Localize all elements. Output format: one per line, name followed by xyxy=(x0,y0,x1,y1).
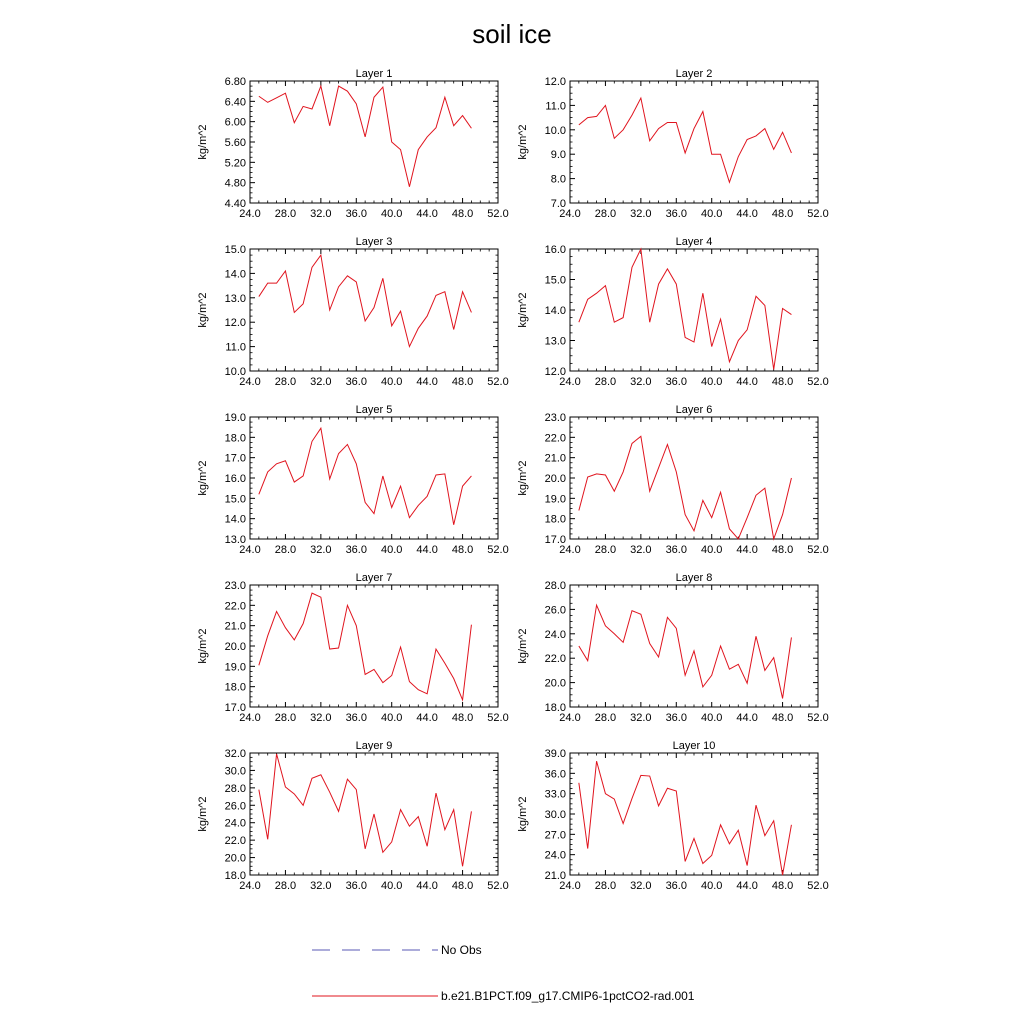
y-tick-label: 19.0 xyxy=(544,493,566,506)
y-tick-label: 12.0 xyxy=(224,317,246,330)
y-tick-label: 4.40 xyxy=(224,198,246,210)
x-tick-label: 52.0 xyxy=(487,880,509,892)
x-tick-label: 24.0 xyxy=(559,208,581,220)
y-tick-label: 36.0 xyxy=(544,768,566,781)
x-tick-label: 40.0 xyxy=(701,376,723,388)
plot-frame xyxy=(570,249,818,371)
y-tick-label: 32.0 xyxy=(224,748,246,760)
panel-layer-7 xyxy=(197,572,509,724)
x-tick-label: 52.0 xyxy=(807,208,829,220)
panel-title: Layer 1 xyxy=(355,68,393,80)
y-tick-label: 9.0 xyxy=(550,149,566,162)
y-tick-label: 13.0 xyxy=(544,335,566,348)
legend-label-model-run: b.e21.B1PCT.f09_g17.CMIP6-1pctCO2-rad.001 xyxy=(441,989,695,1003)
x-tick-label: 32.0 xyxy=(630,376,652,388)
x-tick-label: 40.0 xyxy=(701,880,723,892)
y-tick-label: 6.00 xyxy=(224,116,246,129)
panel-title: Layer 3 xyxy=(355,236,393,248)
legend-item-model-run xyxy=(312,989,695,1003)
y-tick-label: 20.0 xyxy=(544,473,566,485)
y-tick-label: 15.0 xyxy=(224,244,246,256)
x-tick-label: 24.0 xyxy=(239,208,261,220)
y-axis-label: kg/m^2 xyxy=(517,628,529,664)
panel-title: Layer 10 xyxy=(672,740,716,752)
legend-item-no-obs xyxy=(312,943,482,957)
x-tick-label: 44.0 xyxy=(416,544,438,556)
y-tick-label: 23.0 xyxy=(224,580,246,592)
x-tick-label: 24.0 xyxy=(239,544,261,556)
y-tick-label: 14.0 xyxy=(224,513,246,526)
y-tick-label: 11.0 xyxy=(225,341,246,354)
y-tick-label: 30.0 xyxy=(224,765,246,778)
series-line-layer-7 xyxy=(259,593,472,700)
panel-title: Layer 8 xyxy=(675,572,713,584)
series-line-layer-10 xyxy=(579,761,792,875)
x-tick-label: 48.0 xyxy=(451,208,474,220)
x-tick-label: 28.0 xyxy=(594,376,617,388)
x-tick-label: 40.0 xyxy=(701,544,723,556)
y-tick-label: 6.80 xyxy=(224,76,246,88)
panel-title: Layer 2 xyxy=(675,68,713,80)
y-tick-label: 21.0 xyxy=(544,452,566,465)
y-tick-label: 18.0 xyxy=(544,513,566,526)
x-tick-label: 36.0 xyxy=(345,544,367,556)
x-tick-label: 32.0 xyxy=(310,376,332,388)
x-tick-label: 28.0 xyxy=(274,376,297,388)
figure-title: soil ice xyxy=(472,19,552,49)
y-tick-label: 17.0 xyxy=(224,702,246,714)
y-axis-label: kg/m^2 xyxy=(197,292,209,328)
x-tick-label: 48.0 xyxy=(771,544,794,556)
y-tick-label: 16.0 xyxy=(224,473,246,485)
x-tick-label: 40.0 xyxy=(381,208,403,220)
y-tick-label: 30.0 xyxy=(544,809,566,821)
y-tick-label: 23.0 xyxy=(544,412,566,424)
x-tick-label: 44.0 xyxy=(736,712,758,724)
plot-frame xyxy=(570,81,818,203)
series-line-layer-4 xyxy=(579,249,792,369)
y-tick-label: 8.0 xyxy=(550,173,566,186)
x-tick-label: 36.0 xyxy=(665,208,687,220)
y-axis-label: kg/m^2 xyxy=(197,124,209,160)
x-tick-label: 44.0 xyxy=(416,880,438,892)
x-tick-label: 40.0 xyxy=(381,544,403,556)
plot-frame xyxy=(250,585,498,707)
x-tick-label: 36.0 xyxy=(665,544,687,556)
x-tick-label: 48.0 xyxy=(771,712,794,724)
y-tick-label: 22.0 xyxy=(544,432,566,445)
x-tick-label: 52.0 xyxy=(487,712,509,724)
x-tick-label: 44.0 xyxy=(736,880,758,892)
legend-label-no-obs: No Obs xyxy=(441,943,482,957)
panel-layer-4 xyxy=(517,236,829,388)
x-tick-label: 32.0 xyxy=(630,544,652,556)
y-axis-label: kg/m^2 xyxy=(517,124,529,160)
x-tick-label: 32.0 xyxy=(630,208,652,220)
x-tick-label: 48.0 xyxy=(771,208,794,220)
panel-layer-9 xyxy=(197,740,509,892)
x-tick-label: 32.0 xyxy=(310,880,332,892)
x-tick-label: 44.0 xyxy=(736,376,758,388)
y-tick-label: 22.0 xyxy=(544,653,566,666)
plot-frame xyxy=(570,753,818,875)
x-tick-label: 52.0 xyxy=(487,544,509,556)
y-tick-label: 21.0 xyxy=(224,620,246,633)
x-tick-label: 36.0 xyxy=(345,880,367,892)
x-tick-label: 44.0 xyxy=(736,208,758,220)
y-axis-label: kg/m^2 xyxy=(517,796,529,832)
x-tick-label: 36.0 xyxy=(345,712,367,724)
y-tick-label: 17.0 xyxy=(544,534,566,546)
y-tick-label: 21.0 xyxy=(544,870,566,882)
panel-layer-8 xyxy=(517,572,829,724)
x-tick-label: 28.0 xyxy=(594,712,617,724)
y-tick-label: 5.20 xyxy=(224,157,246,170)
y-axis-label: kg/m^2 xyxy=(197,460,209,496)
x-tick-label: 48.0 xyxy=(451,376,474,388)
panel-layer-1 xyxy=(197,68,509,220)
x-tick-label: 52.0 xyxy=(807,376,829,388)
x-tick-label: 28.0 xyxy=(274,712,297,724)
x-tick-label: 32.0 xyxy=(310,208,332,220)
x-tick-label: 40.0 xyxy=(701,208,723,220)
y-tick-label: 22.0 xyxy=(224,600,246,613)
x-tick-label: 48.0 xyxy=(771,376,794,388)
y-tick-label: 11.0 xyxy=(545,100,566,113)
x-tick-label: 28.0 xyxy=(594,208,617,220)
x-tick-label: 52.0 xyxy=(487,376,509,388)
x-tick-label: 28.0 xyxy=(274,208,297,220)
x-tick-label: 48.0 xyxy=(771,880,794,892)
y-tick-label: 17.0 xyxy=(224,452,246,465)
x-tick-label: 48.0 xyxy=(451,712,474,724)
y-tick-label: 13.0 xyxy=(224,534,246,546)
x-tick-label: 44.0 xyxy=(416,208,438,220)
x-tick-label: 24.0 xyxy=(559,712,581,724)
y-tick-label: 20.0 xyxy=(224,852,246,865)
panels-group xyxy=(197,68,829,892)
y-axis-label: kg/m^2 xyxy=(517,460,529,496)
x-tick-label: 24.0 xyxy=(239,880,261,892)
x-tick-label: 32.0 xyxy=(630,880,652,892)
y-tick-label: 26.0 xyxy=(224,800,246,813)
series-line-layer-3 xyxy=(259,255,472,347)
y-tick-label: 13.0 xyxy=(224,292,246,305)
panel-title: Layer 5 xyxy=(355,404,393,416)
panel-title: Layer 9 xyxy=(355,740,393,752)
y-tick-label: 18.0 xyxy=(544,702,566,714)
panel-layer-3 xyxy=(197,236,509,388)
y-tick-label: 18.0 xyxy=(224,681,246,694)
x-tick-label: 24.0 xyxy=(559,880,581,892)
y-tick-label: 28.0 xyxy=(544,580,566,592)
series-line-layer-9 xyxy=(259,754,472,866)
y-tick-label: 39.0 xyxy=(544,748,566,760)
y-tick-label: 5.60 xyxy=(224,137,246,149)
x-tick-label: 28.0 xyxy=(594,544,617,556)
y-axis-label: kg/m^2 xyxy=(197,628,209,664)
series-line-layer-1 xyxy=(259,86,472,187)
y-tick-label: 20.0 xyxy=(544,677,566,690)
y-tick-label: 24.0 xyxy=(544,849,566,862)
panel-layer-2 xyxy=(517,68,829,220)
x-tick-label: 32.0 xyxy=(630,712,652,724)
x-tick-label: 36.0 xyxy=(665,712,687,724)
series-line-layer-6 xyxy=(579,436,792,539)
y-tick-label: 22.0 xyxy=(224,835,246,848)
y-tick-label: 19.0 xyxy=(224,661,246,674)
y-tick-label: 18.0 xyxy=(224,432,246,445)
x-tick-label: 52.0 xyxy=(807,712,829,724)
x-tick-label: 36.0 xyxy=(665,880,687,892)
x-tick-label: 44.0 xyxy=(416,712,438,724)
x-tick-label: 40.0 xyxy=(381,880,403,892)
y-axis-label: kg/m^2 xyxy=(197,796,209,832)
x-tick-label: 52.0 xyxy=(807,880,829,892)
x-tick-label: 24.0 xyxy=(239,712,261,724)
panel-layer-10 xyxy=(517,740,829,892)
x-tick-label: 24.0 xyxy=(559,544,581,556)
y-tick-label: 16.0 xyxy=(544,244,566,256)
series-line-layer-5 xyxy=(259,428,472,525)
x-tick-label: 48.0 xyxy=(451,544,474,556)
y-tick-label: 27.0 xyxy=(544,829,566,842)
x-tick-label: 48.0 xyxy=(451,880,474,892)
x-tick-label: 24.0 xyxy=(559,376,581,388)
y-tick-label: 10.0 xyxy=(544,124,566,137)
y-tick-label: 33.0 xyxy=(544,788,566,801)
y-tick-label: 7.0 xyxy=(550,198,566,210)
x-tick-label: 32.0 xyxy=(310,712,332,724)
y-tick-label: 19.0 xyxy=(224,412,246,424)
x-tick-label: 28.0 xyxy=(274,544,297,556)
panel-layer-5 xyxy=(197,404,509,556)
y-tick-label: 4.80 xyxy=(224,177,246,190)
panel-title: Layer 4 xyxy=(675,236,713,248)
y-tick-label: 15.0 xyxy=(544,274,566,287)
x-tick-label: 28.0 xyxy=(594,880,617,892)
y-tick-label: 6.40 xyxy=(224,96,246,109)
y-tick-label: 24.0 xyxy=(544,628,566,641)
series-line-layer-8 xyxy=(579,605,792,698)
legend xyxy=(312,943,695,1003)
panel-title: Layer 7 xyxy=(355,572,393,584)
y-tick-label: 20.0 xyxy=(224,641,246,653)
y-tick-label: 24.0 xyxy=(224,817,246,830)
y-tick-label: 26.0 xyxy=(544,604,566,617)
x-tick-label: 36.0 xyxy=(345,376,367,388)
x-tick-label: 36.0 xyxy=(665,376,687,388)
x-tick-label: 32.0 xyxy=(310,544,332,556)
x-tick-label: 44.0 xyxy=(416,376,438,388)
y-tick-label: 15.0 xyxy=(224,493,246,506)
x-tick-label: 52.0 xyxy=(487,208,509,220)
y-tick-label: 10.0 xyxy=(224,366,246,378)
series-line-layer-2 xyxy=(579,98,792,182)
y-tick-label: 12.0 xyxy=(544,76,566,88)
x-tick-label: 40.0 xyxy=(701,712,723,724)
x-tick-label: 40.0 xyxy=(381,376,403,388)
x-tick-label: 28.0 xyxy=(274,880,297,892)
y-tick-label: 14.0 xyxy=(224,268,246,281)
x-tick-label: 36.0 xyxy=(345,208,367,220)
y-tick-label: 28.0 xyxy=(224,782,246,795)
panel-title: Layer 6 xyxy=(675,404,713,416)
y-tick-label: 18.0 xyxy=(224,870,246,882)
x-tick-label: 52.0 xyxy=(807,544,829,556)
y-tick-label: 14.0 xyxy=(544,305,566,317)
panel-layer-6 xyxy=(517,404,829,556)
y-tick-label: 12.0 xyxy=(544,366,566,378)
x-tick-label: 40.0 xyxy=(381,712,403,724)
x-tick-label: 44.0 xyxy=(736,544,758,556)
x-tick-label: 24.0 xyxy=(239,376,261,388)
y-axis-label: kg/m^2 xyxy=(517,292,529,328)
plot-frame xyxy=(250,249,498,371)
plot-frame xyxy=(250,417,498,539)
